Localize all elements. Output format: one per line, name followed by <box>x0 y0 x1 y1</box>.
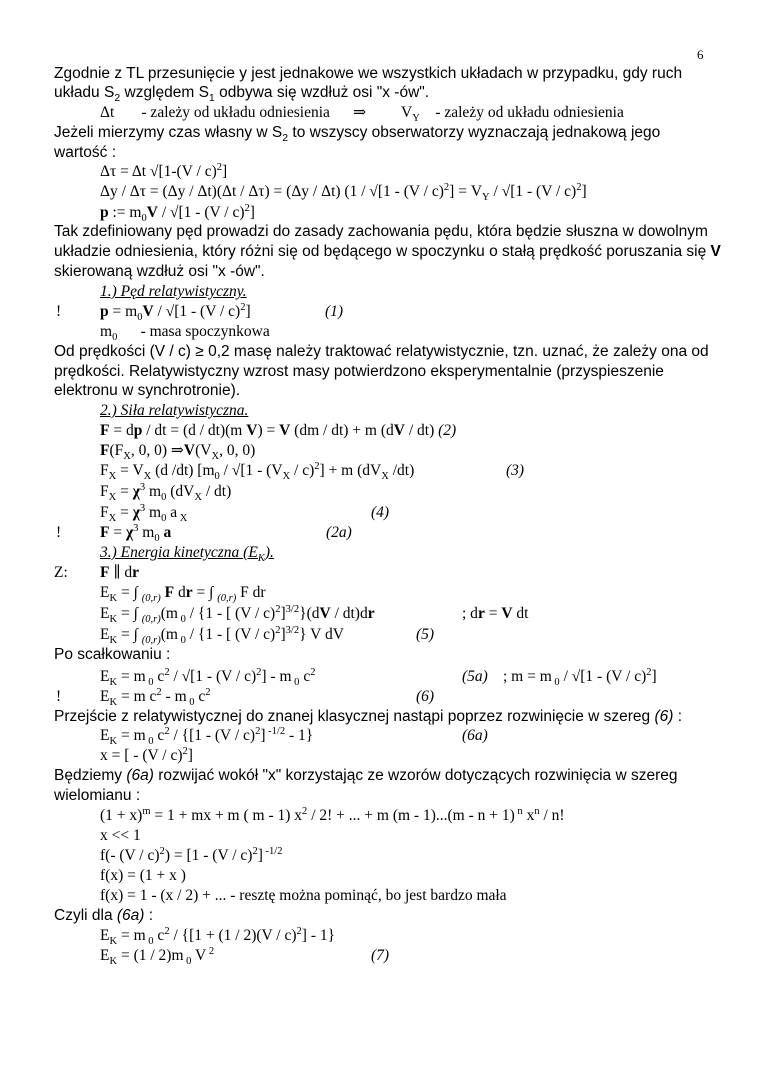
text-line: p := $m_0V / √[1 - (V / c)^2]$ <box>100 202 255 225</box>
text-line: (3) <box>506 462 525 479</box>
text-line: $E_K$ = ∫ $_{(0,r)}$(m $_0$ / {1 - [ (V / c)$^2$]$^{3/2}$}(dV / dt)dr <box>100 603 375 626</box>
text-line: $F(F_X$, 0, 0) $\Rightarrow V(V_X$, 0, 0) <box>100 442 256 463</box>
text-line: $F_X = \chi^3$ $m_0$ a $_X$ <box>100 502 188 525</box>
text-line: ! <box>56 303 62 320</box>
text-line: 3.) Energia kinetyczna $(E_K)$. <box>100 544 274 565</box>
text-line: Δt - zależy od układu odniesienia ⇒ $V_Y$ - zależy od układu odniesienia <box>100 104 624 125</box>
text-line: Tak zdefiniowany pęd prowadzi do zasady zachowania pędu, która będzie słuszna w dowolnym <box>54 223 708 240</box>
text-line: (7) <box>371 947 390 964</box>
text-line: 2.) Siła relatywistyczna. <box>100 402 249 419</box>
text-line: x << 1 <box>100 827 141 844</box>
text-line: elektronu w synchrotronie). <box>54 382 241 399</box>
text-line: układzie odniesienia, który różni się od będącego w spoczynku o stałą prędkość poruszania się V <box>54 243 721 260</box>
text-line: Jeżeli mierzymy czas własny w $S_2$ to wszyscy obserwatorzy wyznaczają jednakową jego <box>54 124 661 145</box>
text-line: 1.) Pęd relatywistyczny. <box>100 283 247 300</box>
text-line: ; dr = V dt <box>462 605 529 622</box>
text-line: $p = m_0V / √[1 - (V / c)^2]$ <box>100 301 251 324</box>
text-line: Zgodnie z TL przesunięcie y jest jednakowe we wszystkich układach w przypadku, gdy ruch <box>54 65 683 82</box>
text-line: (2a) <box>326 524 352 541</box>
text-line: (5) <box>416 626 435 643</box>
text-line: prędkości. Relatywistyczny wzrost masy potwierdzono eksperymentalnie (przyspieszenie <box>54 363 664 380</box>
page-number: 6 <box>697 47 704 62</box>
text-line: (6a) <box>462 727 488 744</box>
text-line: $E_K = m$ $_0$ $c^2 / \{[1 + (1 / 2)(V / c)^2] - 1\}$ <box>100 925 336 948</box>
text-line: Czyli dla (6a) : <box>54 907 154 924</box>
text-line: (4) <box>371 504 390 521</box>
text-line: $E_K = m$ $c^2$ - m $_0$ $c^2$ <box>100 686 211 709</box>
text-line: $m_0$ - masa spoczynkowa <box>100 323 270 344</box>
text-line: f(- (V / c)$^2$) = [1 - (V / c)$^2$] $^{-1/2}$ <box>100 845 283 864</box>
text-line: $E_K$ = ∫ $_{(0,r)}$ F dr = ∫ $_{(0,r)}$ F dr <box>100 584 266 605</box>
text-line: ; m = m $_0$ / √[1 - (V / c)$^2$] <box>503 666 657 689</box>
text-line: x = [ - (V / c)$^2$] <box>100 745 193 764</box>
text-line: wartość : <box>54 144 117 161</box>
text-line: $(1 + x)^m = 1$ + mx + m ( m - 1) $x^2 / 2$! + ... + m (m - 1)...(m - n + 1) $^n$ $x^n$ / n! <box>100 805 565 824</box>
text-line: $E_K = m$ $_0$ $c^2 / √[1 - (V / c)^2]$ - m $_0$ $c^2$ <box>100 666 316 689</box>
text-line: (6) <box>416 688 435 705</box>
text-line: ! <box>56 688 62 705</box>
text-line: układu $S_2$ względem $S_1$ odbywa się wzdłuż osi "x -ów". <box>54 84 430 105</box>
text-line: Będziemy (6a) rozwijać wokół "x" korzystając ze wzorów dotyczących rozwinięcia w szereg <box>54 767 678 784</box>
text-line: $E_K = (1 / 2)m$ $_0$ V $^2$ <box>100 945 215 968</box>
text-line: $E_K$ = ∫ $_{(0,r)}$(m $_0$ / {1 - [ (V / c)$^2$]$^{3/2}$} V dV <box>100 624 344 647</box>
text-line: Przejście z relatywistycznej do znanej klasycznej nastąpi poprzez rozwinięcie w szereg (6) : <box>54 708 683 725</box>
text-line: $F_X = V_X$ (d /dt) [$m_0 / √[1 - (V_X / c)^2] + m$ ($dV_X$ /dt) <box>100 460 415 483</box>
text-line: F ∥ dr <box>100 564 140 581</box>
text-line: f(x) = 1 - (x / 2) + ... - resztę można pominąć, bo jest bardzo mała <box>100 887 507 904</box>
text-line: wielomianu : <box>54 787 141 804</box>
text-line: $E_K = m$ $_0$ $c^2 / \{[1 - (V / c)^2]$ $^{-1/2}$ - 1} <box>100 725 314 748</box>
text-line: $F_X = \chi^3$ $m_0$ $(dV_X / dt)$ <box>100 481 232 504</box>
text-line: F = dp / dt = (d / dt)(m V) = V (dm / dt) + m (dV / dt) (2) <box>100 422 457 439</box>
text-line: skierowaną wzdłuż osi "x -ów". <box>54 263 265 280</box>
text-line: ! <box>56 524 62 541</box>
text-line: Δy / Δτ = (Δy / Δt)(Δt / Δτ) = (Δy / Δt) ($1 / √[1 - (V / c)^2] = V_Y / √[1 - (V / c)^2]$ <box>100 181 587 204</box>
text-line: Od prędkości (V / c) ≥ 0,2 masę należy traktować relatywistycznie, tzn. uznać, że zależy ona od <box>54 343 709 360</box>
text-line: (5a) <box>462 668 488 685</box>
text-line: f(x) = (1 + x ) <box>100 867 186 884</box>
text-line: Δτ = Δt √[1-(V / c)$^2$] <box>100 161 228 180</box>
text-line: $F = \chi^3$ $m_0$ a <box>100 522 172 545</box>
text-line: Z: <box>54 564 68 581</box>
text-line: (1) <box>325 303 344 320</box>
text-line: Po scałkowaniu : <box>54 646 171 663</box>
